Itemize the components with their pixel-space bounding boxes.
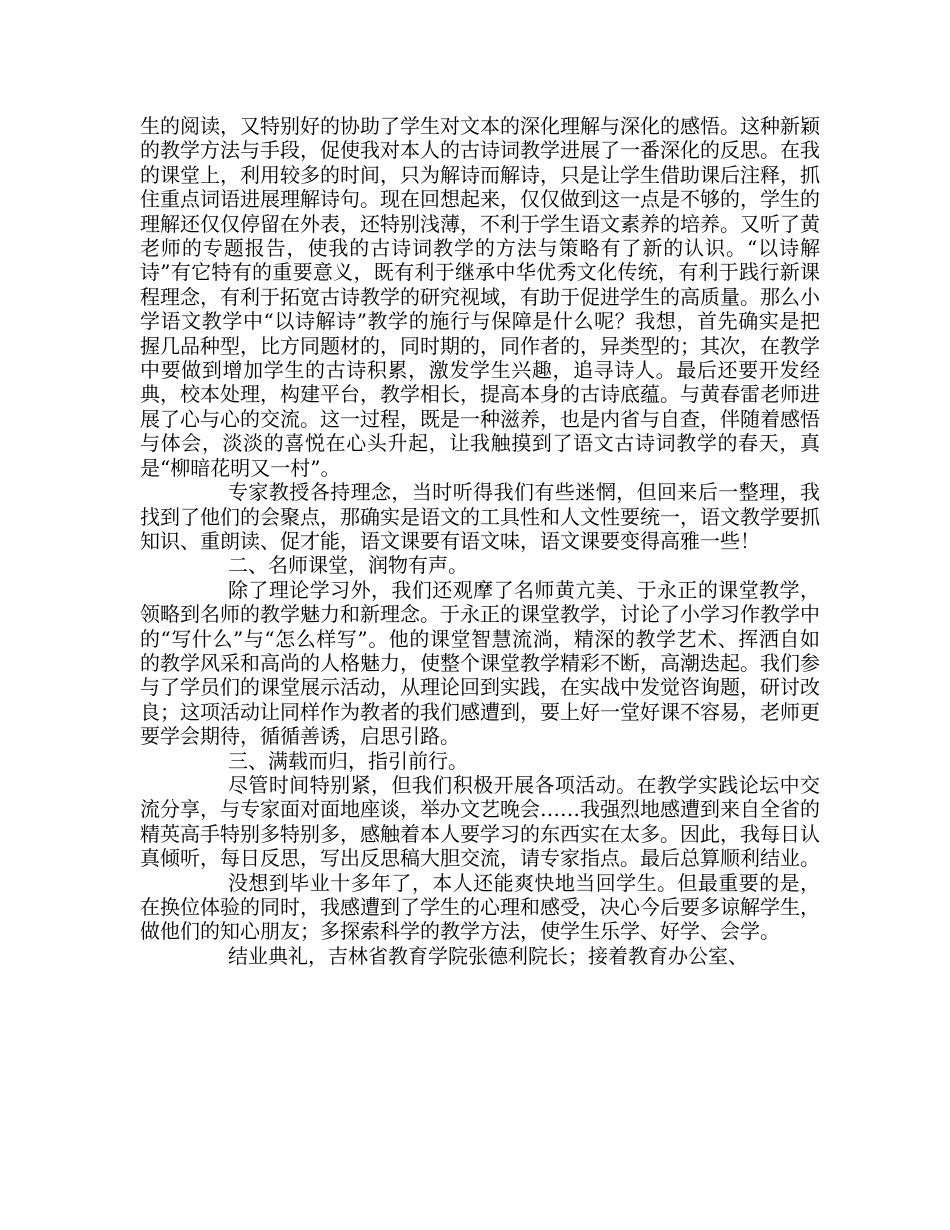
paragraph-1: 生的阅读，又特别好的协助了学生对文本的深化理解与深化的感悟。这种新颖的教学方法与手段，促使我对本人的古诗词教学进展了一番深化的反思。在我的课堂上，利用较多的时间，只为解诗而解诗，只是让学生借助课后注释，抓住重点词语进展理解诗句。现在回想起来，仅仅做到这一点是不够的，学生的理解还仅仅停留在外表，还特别浅薄，不利于学生语文素养的培养。又听了黄老师的专题报告，使我的古诗词教学的方法与策略有了新的认识。“以诗解诗”有它特有的重要意义，既有利于继承中华优秀文化传统，有利于践行新课程理念，有利于拓宽古诗教学的研究视域，有助于促进学生的高质量。那么小学语文教学中“以诗解诗”教学的施行与保障是什么呢？我想，首先确实是把握几品种型，比方同题材的，同时期的，同作者的，异类型的；其次，在教学中要做到增加学生的古诗积累，激发学生兴趣，追寻诗人。最后还要开发经典，校本处理，构建平台，教学相长，提高本身的古诗底蕴。与黄春雷老师进展了心与心的交流。这一过程，既是一种滋养，也是内省与自查，伴随着感悟与体会，淡淡的喜悦在心头升起，让我触摸到了语文古诗词教学的春天，真是“柳暗花明又一村”。: [140, 114, 820, 480]
paragraph-5: 没想到毕业十多年了，本人还能爽快地当回学生。但最重要的是，在换位体验的同时，我感遭到了学生的心理和感受，决心今后要多谅解学生，做他们的知心朋友；多探索科学的教学方法，使学生乐学、好学、会学。: [140, 870, 820, 944]
paragraph-3: 除了理论学习外，我们还观摩了名师黄亢美、于永正的课堂教学，领略到名师的教学魅力和新理念。于永正的课堂教学，讨论了小学习作教学中的“写什么”与“怎么样写”。他的课堂智慧流淌，精深的教学艺术、挥洒自如的教学风采和高尚的人格魅力，使整个课堂教学精彩不断，高潮迭起。我们参与了学员们的课堂展示活动，从理论回到实践，在实战中发觉咨询题，研讨改良；这项活动让同样作为教者的我们感遭到，要上好一堂好课不容易，老师更要学会期待，循循善诱，启思引路。: [140, 577, 820, 749]
paragraph-2: 专家教授各持理念，当时听得我们有些迷惘，但回来后一整理，我找到了他们的会聚点，那确实是语文的工具性和人文性要统一，语文教学要抓知识、重朗读、促才能，语文课要有语文味，语文课要变得高雅一些！: [140, 480, 820, 553]
paragraph-4: 尽管时间特别紧，但我们积极开展各项活动。在教学实践论坛中交流分享，与专家面对面地座谈，举办文艺晚会……我强烈地感遭到来自全省的精英高手特别多特别多，感触着本人要学习的东西实在太多。因此，我每日认真倾听，每日反思，写出反思稿大胆交流，请专家指点。最后总算顺利结业。: [140, 772, 820, 871]
section-heading-2: 二、名师课堂，润物有声。: [228, 553, 468, 578]
section-heading-3: 三、满载而归，指引前行。: [228, 748, 468, 773]
paragraph-6: 结业典礼，吉林省教育学院张德利院长；接着教育办公室、: [228, 943, 748, 968]
document-body: [140, 114, 820, 968]
